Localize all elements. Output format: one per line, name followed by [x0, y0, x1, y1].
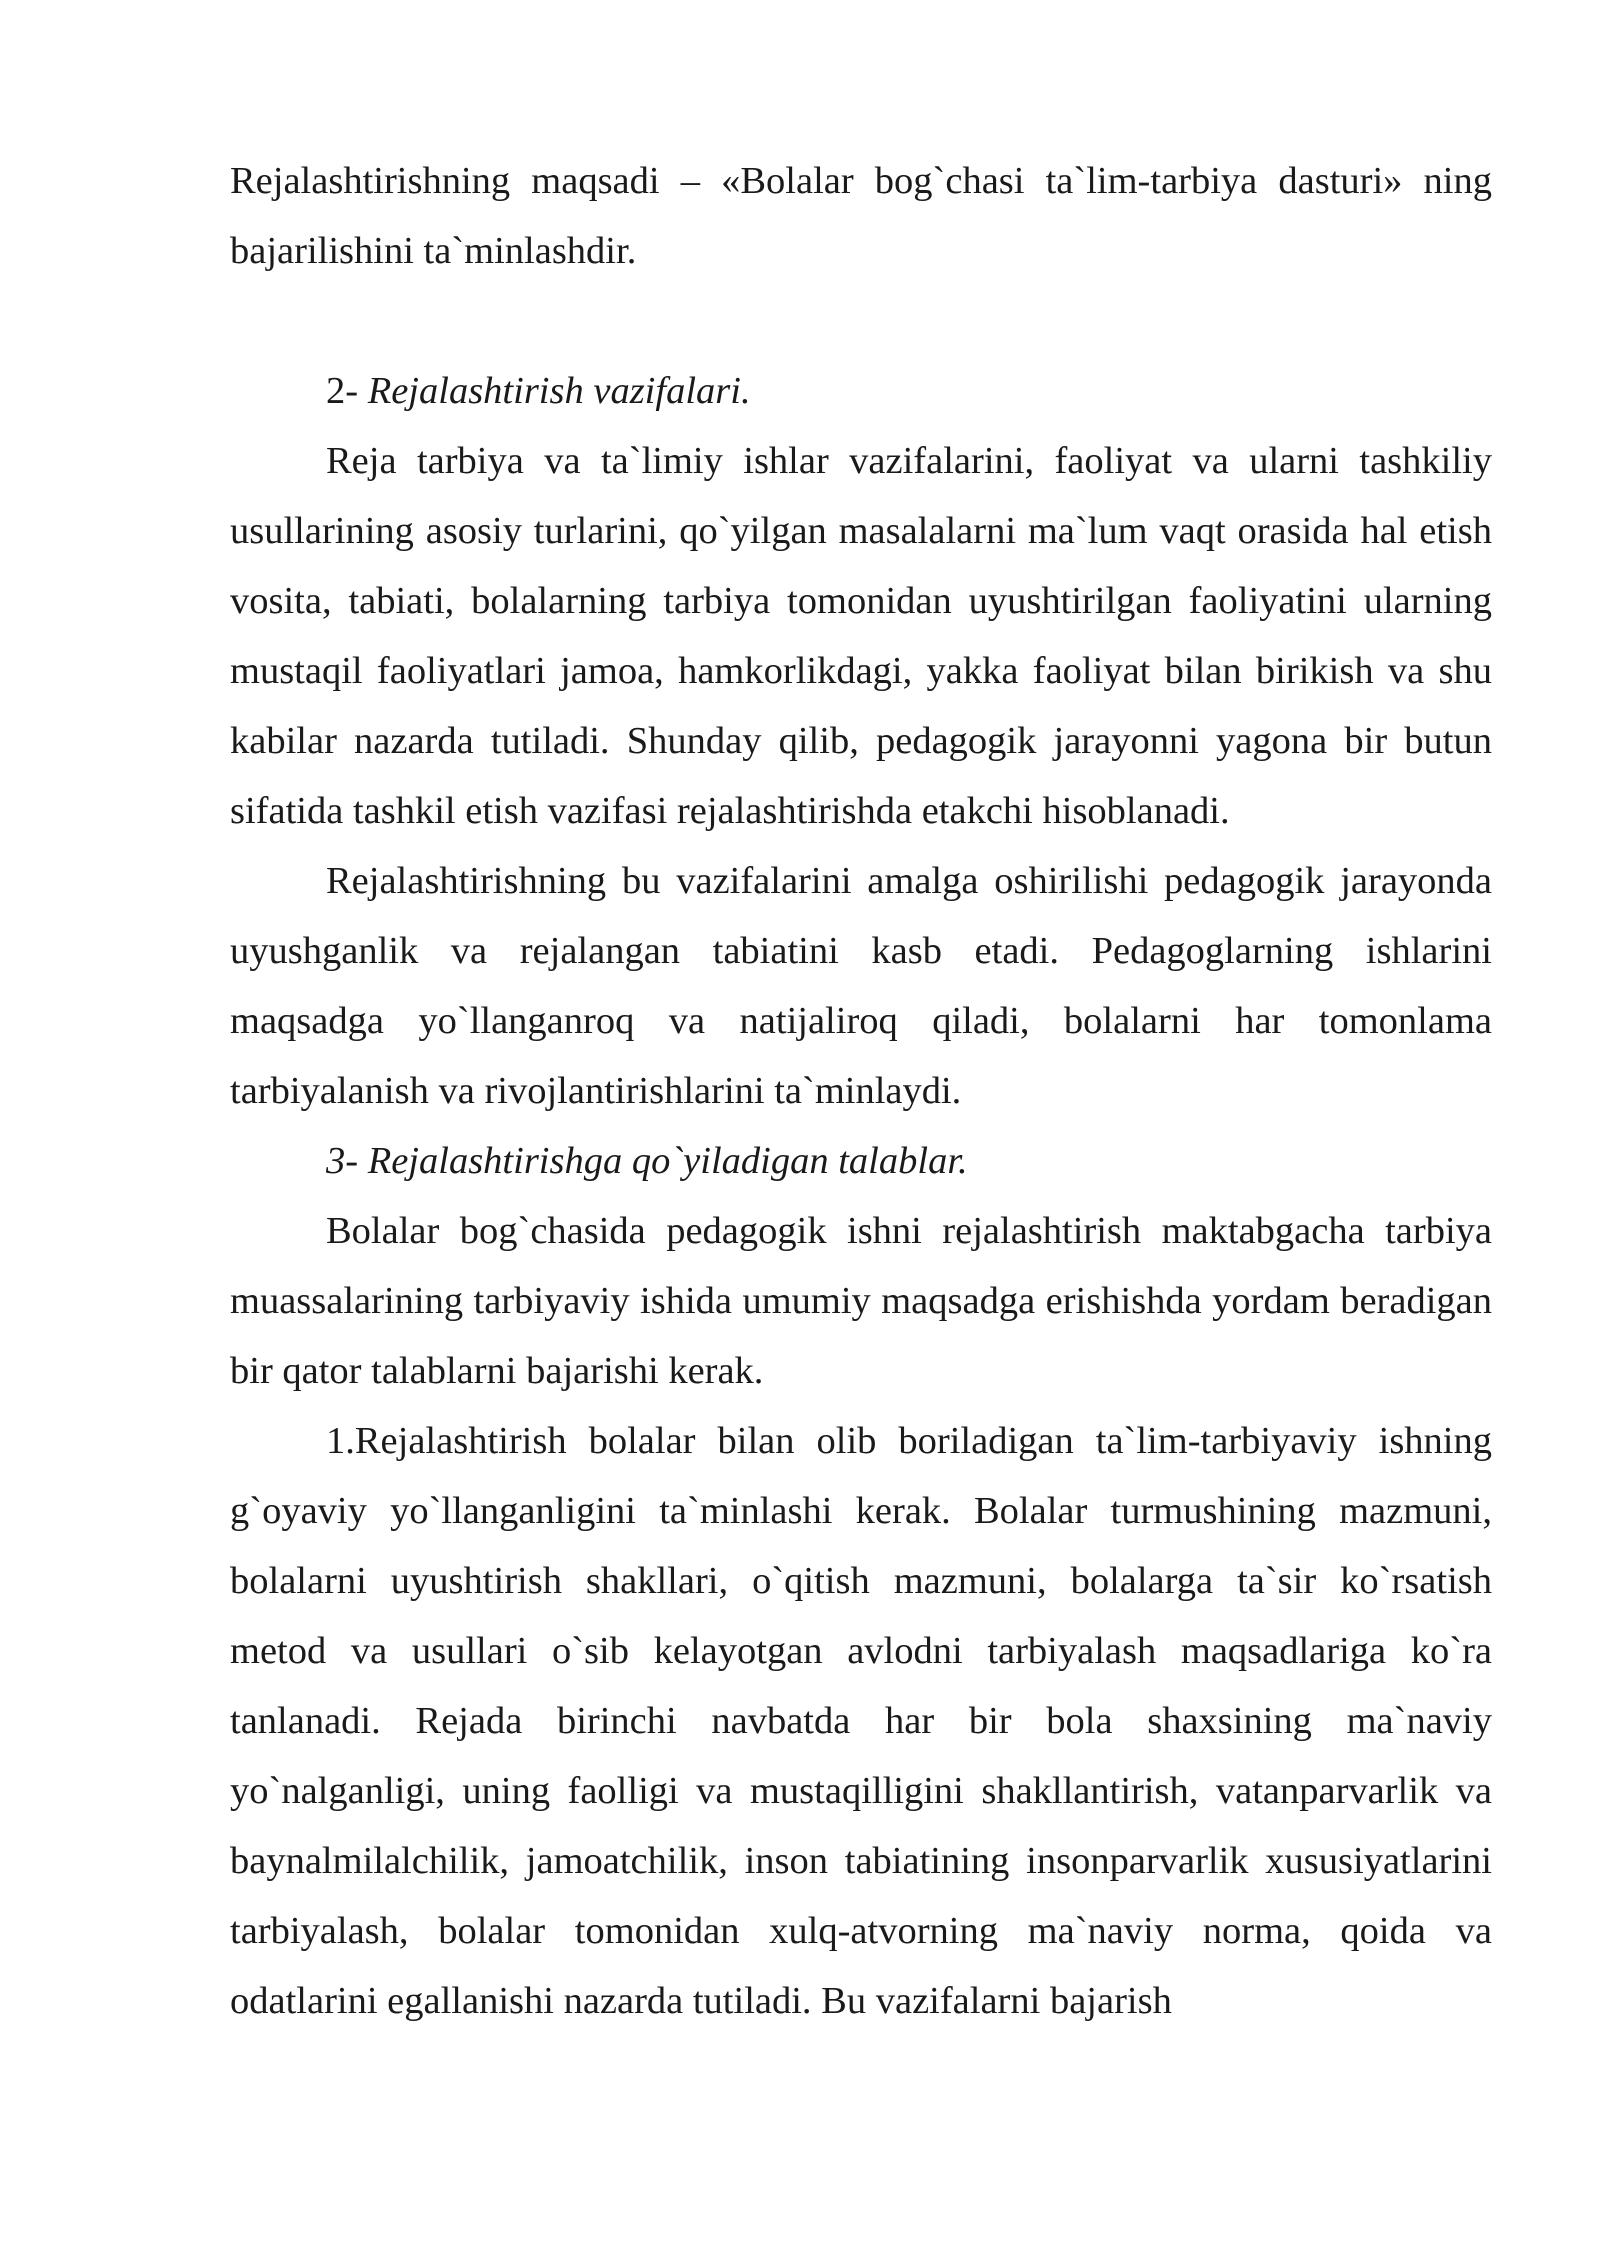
section-2-number: 2-	[326, 370, 368, 412]
tasks-paragraph-2: Rejalashtirishning bu vazifalarini amalga oshirilishi pedagogik jarayonda uyushganlik va rejalangan tabiatini kasb etadi. Pedagoglarning ishlarini maqsadga yo`llanganroq va natijaliroq qiladi, bolalarni har tomonlama tarbiyalanish va rivojlantirishlarini ta`minlaydi.	[230, 860, 1492, 1112]
tasks-paragraph-1: Reja tarbiya va ta`limiy ishlar vazifalarini, faoliyat va ularni tashkiliy usullarining asosiy turlarini, qo`yilgan masalalarni ma`lum vaqt orasida hal etish vosita, tabiati, bolalarning tarbiya tomonidan uyushtirilgan faoliyatini ularning mustaqil faoliyatlari jamoa, hamkorlikdagi, yakka faoliyat bilan birikish va shu kabilar nazarda tutiladi. Shunday qilib, pedagogik jarayonni yagona bir butun sifatida tashkil etish vazifasi rejalashtirishda etakchi hisoblanadi.	[230, 440, 1492, 832]
requirement-1-paragraph: 1.Rejalashtirish bolalar bilan olib boriladigan ta`lim-tarbiyaviy ishning g`oyaviy yo`llanganligini ta`minlashi kerak. Bolalar turmushining mazmuni, bolalarni uyushtirish shakllari, o`qitish mazmuni, bolalarga ta`sir ko`rsatish metod va usullari o`sib kelayotgan avlodni tarbiyalash maqsadlariga ko`ra tanlanadi. Rejada birinchi navbatda har bir bola shaxsining ma`naviy yo`nalganligi, uning faolligi va mustaqilligini shakllantirish, vatanparvarlik va baynalmilalchilik, jamoatchilik, inson tabiatining insonparvarlik xususiyatlarini tarbiyalash, bolalar tomonidan xulq-atvorning ma`naviy norma, qoida va odatlarini egallanishi nazarda tutiladi. Bu vazifalarni bajarish	[230, 1420, 1492, 2022]
requirements-paragraph: Bolalar bog`chasida pedagogik ishni rejalashtirish maktabgacha tarbiya muassalarining tarbiyaviy ishida umumiy maqsadga erishishda yordam beradigan bir qator talablarni bajarishi kerak.	[230, 1210, 1492, 1392]
document-body	[230, 146, 1492, 2036]
section-2-heading	[230, 356, 1492, 426]
section-2-title: Rejalashtirish vazifalari.	[367, 370, 751, 412]
section-3-heading: 3- Rejalashtirishga qo`yiladigan talablar.	[326, 1140, 968, 1182]
intro-paragraph: Rejalashtirishning maqsadi – «Bolalar bog`chasi ta`lim-tarbiya dasturi» ning bajarilishini ta`minlashdir.	[230, 160, 1492, 272]
